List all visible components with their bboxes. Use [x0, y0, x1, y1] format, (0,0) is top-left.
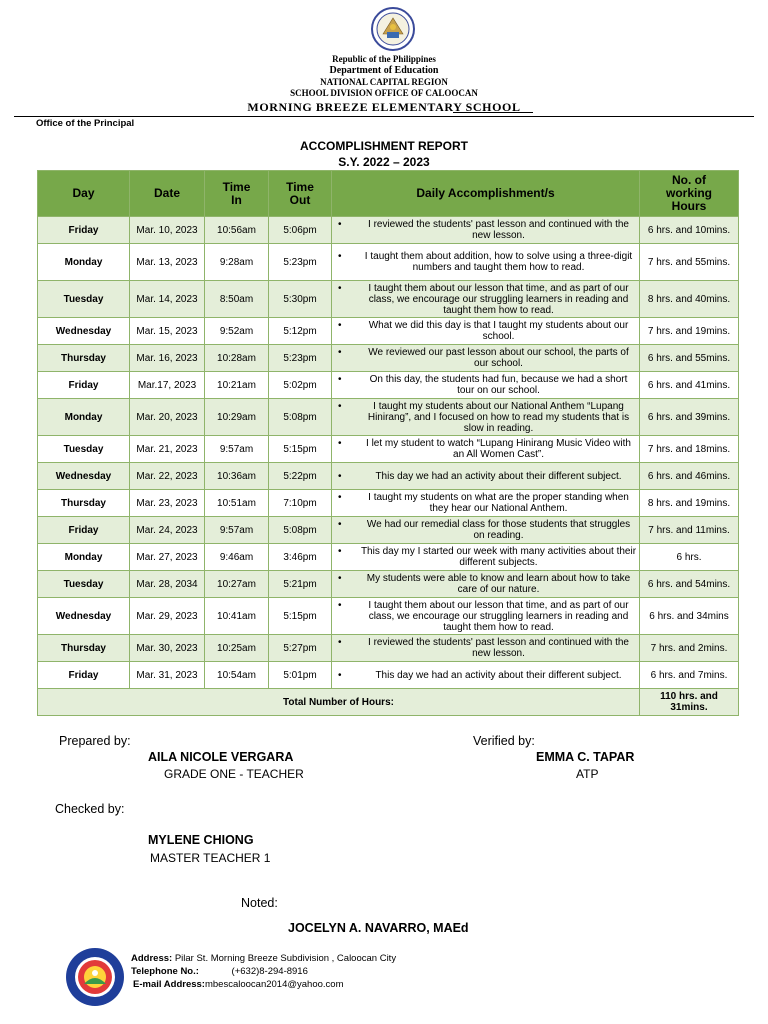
accomplishment-text: My students were able to know and learn about how to take care of our nature.: [366, 573, 631, 595]
cell-date: Mar. 22, 2023: [130, 463, 205, 490]
table-row: [38, 281, 739, 318]
cell-day: Monday: [38, 244, 130, 281]
header-school-name: MORNING BREEZE ELEMENTARY SCHOOL: [247, 100, 521, 114]
cell-time-in: 10:56am: [205, 217, 269, 244]
col-header-date: Date: [130, 171, 205, 217]
prepared-by-name: AILA NICOLE VERGARA: [148, 750, 294, 764]
cell-hours: 8 hrs. and 19mins.: [640, 490, 739, 517]
cell-date: Mar. 10, 2023: [130, 217, 205, 244]
accomplishment-text: This day we had an activity about their different subject.: [375, 470, 622, 482]
school-underline: [453, 112, 533, 113]
col-header-hours: No. of working Hours: [640, 171, 739, 217]
cell-time-out: 5:06pm: [269, 217, 332, 244]
footer-email-label: E-mail Address:: [133, 979, 205, 990]
cell-accomplishment: [332, 217, 640, 244]
prepared-by-title: GRADE ONE - TEACHER: [164, 767, 304, 781]
cell-date: Mar. 13, 2023: [130, 244, 205, 281]
cell-accomplishment: [332, 490, 640, 517]
prepared-by-label: Prepared by:: [59, 734, 131, 748]
bullet: •: [338, 282, 342, 294]
cell-accomplishment: [332, 318, 640, 345]
cell-accomplishment: [332, 598, 640, 635]
header-department: Department of Education: [329, 65, 439, 76]
cell-time-in: 10:21am: [205, 372, 269, 399]
cell-time-out: 5:01pm: [269, 662, 332, 689]
cell-time-in: 10:29am: [205, 399, 269, 436]
footer-telephone-value: (+632)8-294-8916: [231, 966, 308, 977]
header-republic: Republic of the Philippines: [332, 54, 436, 64]
cell-time-out: 5:23pm: [269, 345, 332, 372]
verified-by-name: EMMA C. TAPAR: [536, 750, 635, 764]
deped-seal-logo: [369, 6, 417, 52]
cell-date: Mar. 16, 2023: [130, 345, 205, 372]
cell-time-out: 5:30pm: [269, 281, 332, 318]
table-header-row: [38, 171, 739, 217]
cell-time-in: 10:41am: [205, 598, 269, 635]
cell-day: Thursday: [38, 345, 130, 372]
noted-name: JOCELYN A. NAVARRO, MAEd: [288, 921, 469, 935]
cell-time-in: 10:54am: [205, 662, 269, 689]
cell-date: Mar. 27, 2023: [130, 544, 205, 571]
bullet: •: [338, 637, 342, 648]
accomplishment-text: On this day, the students had fun, because we had a short tour on our school.: [369, 374, 628, 396]
cell-date: Mar. 30, 2023: [130, 635, 205, 662]
school-seal-logo: [64, 946, 126, 1008]
cell-time-out: 5:27pm: [269, 635, 332, 662]
cell-time-out: 5:12pm: [269, 318, 332, 345]
bullet: •: [338, 347, 342, 358]
bullet: •: [338, 219, 342, 230]
cell-time-out: 5:21pm: [269, 571, 332, 598]
bullet: •: [338, 320, 342, 331]
cell-date: Mar. 31, 2023: [130, 662, 205, 689]
col-header-time-out: Time Out: [269, 171, 332, 217]
accomplishment-text: I taught my students about our National Anthem “Lupang Hinirang”, and I focused on how to read my students that is slow in reading.: [367, 400, 630, 434]
cell-accomplishment: [332, 517, 640, 544]
cell-date: Mar. 15, 2023: [130, 318, 205, 345]
accomplishment-text: This day we had an activity about their different subject.: [375, 669, 622, 681]
table-row: [38, 244, 739, 281]
table-row: [38, 598, 739, 635]
cell-time-in: 8:50am: [205, 281, 269, 318]
accomplishment-text: I let my student to watch “Lupang Hinirang Music Video with an All Women Cast”.: [366, 438, 631, 460]
cell-date: Mar.17, 2023: [130, 372, 205, 399]
accomplishment-text: We had our remedial class for those students that struggles on reading.: [366, 519, 631, 541]
cell-time-in: 9:28am: [205, 244, 269, 281]
bullet: •: [338, 438, 342, 449]
office-label: Office of the Principal: [36, 118, 135, 129]
cell-accomplishment: [332, 281, 640, 318]
table-row: [38, 662, 739, 689]
bullet: •: [338, 669, 342, 681]
table-row: [38, 571, 739, 598]
cell-time-in: 9:52am: [205, 318, 269, 345]
bullet: •: [338, 573, 342, 584]
cell-hours: 7 hrs. and 18mins.: [640, 436, 739, 463]
cell-time-out: 7:10pm: [269, 490, 332, 517]
cell-hours: 8 hrs. and 40mins.: [640, 281, 739, 318]
bullet: •: [338, 492, 342, 503]
cell-date: Mar. 14, 2023: [130, 281, 205, 318]
cell-time-in: 10:51am: [205, 490, 269, 517]
table-row: [38, 217, 739, 244]
cell-hours: 6 hrs. and 41mins.: [640, 372, 739, 399]
cell-hours: 6 hrs.: [640, 544, 739, 571]
accomplishment-text: I taught them about addition, how to solve using a three-digit numbers and taught them how to read.: [364, 251, 633, 273]
footer-telephone: [131, 966, 308, 977]
cell-hours: 6 hrs. and 34mins: [640, 598, 739, 635]
cell-time-in: 10:27am: [205, 571, 269, 598]
cell-day: Tuesday: [38, 436, 130, 463]
cell-accomplishment: [332, 244, 640, 281]
col-header-accomplishment: Daily Accomplishment/s: [332, 171, 640, 217]
cell-date: Mar. 24, 2023: [130, 517, 205, 544]
total-label: Total Number of Hours:: [38, 689, 640, 716]
table-row: [38, 372, 739, 399]
cell-hours: 6 hrs. and 54mins.: [640, 571, 739, 598]
cell-day: Thursday: [38, 635, 130, 662]
cell-time-out: 5:22pm: [269, 463, 332, 490]
footer-address: [131, 953, 396, 964]
cell-accomplishment: [332, 399, 640, 436]
accomplishment-text: I taught my students on what are the proper standing when they hear our National Anthem.: [368, 492, 629, 514]
cell-time-in: 9:46am: [205, 544, 269, 571]
accomplishment-text: I taught them about our lesson that time, and as part of our class, we encourage our struggling learners in reading and taught them how to read.: [368, 599, 629, 633]
cell-hours: 6 hrs. and 7mins.: [640, 662, 739, 689]
cell-accomplishment: [332, 662, 640, 689]
header-divider: [14, 116, 754, 117]
bullet: •: [338, 251, 342, 262]
cell-time-in: 10:28am: [205, 345, 269, 372]
cell-accomplishment: [332, 463, 640, 490]
header-division: SCHOOL DIVISION OFFICE OF CALOOCAN: [290, 88, 478, 98]
cell-time-out: 5:08pm: [269, 399, 332, 436]
table-row: [38, 544, 739, 571]
table-row: [38, 490, 739, 517]
checked-by-title: MASTER TEACHER 1: [150, 851, 271, 865]
footer-address-value: Pilar St. Morning Breeze Subdivision , Caloocan City: [174, 953, 397, 964]
bullet: •: [338, 546, 342, 557]
table-row: [38, 436, 739, 463]
col-header-day: Day: [38, 171, 130, 217]
accomplishment-text: We reviewed our past lesson about our school, the parts of our school.: [368, 347, 629, 369]
cell-time-out: 5:08pm: [269, 517, 332, 544]
accomplishment-text: I taught them about our lesson that time, and as part of our class, we encourage our struggling learners in reading and taught them how to read.: [368, 282, 629, 316]
cell-time-out: 5:15pm: [269, 436, 332, 463]
cell-day: Friday: [38, 372, 130, 399]
footer-address-label: Address:: [131, 953, 173, 964]
cell-day: Tuesday: [38, 571, 130, 598]
accomplishment-table: [37, 170, 739, 716]
table-row: [38, 635, 739, 662]
cell-day: Friday: [38, 217, 130, 244]
cell-hours: 7 hrs. and 2mins.: [640, 635, 739, 662]
table-row: [38, 318, 739, 345]
cell-date: Mar. 23, 2023: [130, 490, 205, 517]
footer-email: [133, 979, 344, 990]
cell-time-in: 10:36am: [205, 463, 269, 490]
report-title: ACCOMPLISHMENT REPORT: [300, 139, 468, 153]
table-row: [38, 399, 739, 436]
cell-hours: 6 hrs. and 55mins.: [640, 345, 739, 372]
bullet: •: [338, 519, 342, 530]
verified-by-title: ATP: [576, 767, 599, 781]
cell-date: Mar. 29, 2023: [130, 598, 205, 635]
cell-time-out: 5:02pm: [269, 372, 332, 399]
cell-hours: 7 hrs. and 19mins.: [640, 318, 739, 345]
cell-accomplishment: [332, 544, 640, 571]
table-row: [38, 517, 739, 544]
cell-time-out: 5:23pm: [269, 244, 332, 281]
cell-time-out: 5:15pm: [269, 598, 332, 635]
accomplishment-text: What we did this day is that I taught my students about our school.: [368, 320, 629, 342]
cell-hours: 7 hrs. and 55mins.: [640, 244, 739, 281]
cell-time-out: 3:46pm: [269, 544, 332, 571]
total-row: [38, 689, 739, 716]
school-year: S.Y. 2022 – 2023: [338, 155, 430, 169]
cell-date: Mar. 21, 2023: [130, 436, 205, 463]
cell-hours: 6 hrs. and 39mins.: [640, 399, 739, 436]
cell-hours: 6 hrs. and 46mins.: [640, 463, 739, 490]
cell-accomplishment: [332, 571, 640, 598]
cell-day: Friday: [38, 662, 130, 689]
bullet: •: [338, 374, 342, 385]
accomplishment-text: I reviewed the students' past lesson and continued with the new lesson.: [368, 219, 629, 241]
cell-day: Wednesday: [38, 463, 130, 490]
noted-label: Noted:: [241, 896, 278, 910]
cell-accomplishment: [332, 635, 640, 662]
header-region: NATIONAL CAPITAL REGION: [320, 77, 448, 87]
footer-email-value: mbescaloocan2014@yahoo.com: [204, 979, 344, 990]
accomplishment-text: I reviewed the students' past lesson and continued with the new lesson.: [368, 637, 629, 659]
cell-day: Monday: [38, 399, 130, 436]
bullet: •: [338, 400, 342, 412]
checked-by-name: MYLENE CHIONG: [148, 833, 254, 847]
cell-hours: 6 hrs. and 10mins.: [640, 217, 739, 244]
bullet: •: [338, 470, 342, 482]
cell-day: Tuesday: [38, 281, 130, 318]
cell-date: Mar. 28, 2034: [130, 571, 205, 598]
table-row: [38, 345, 739, 372]
cell-day: Friday: [38, 517, 130, 544]
verified-by-label: Verified by:: [473, 734, 535, 748]
cell-day: Wednesday: [38, 318, 130, 345]
cell-time-in: 10:25am: [205, 635, 269, 662]
cell-day: Monday: [38, 544, 130, 571]
checked-by-label: Checked by:: [55, 802, 125, 816]
footer-telephone-label: Telephone No.:: [131, 966, 199, 977]
cell-accomplishment: [332, 372, 640, 399]
accomplishment-text: This day my I started our week with many activities about their different subjects.: [360, 546, 637, 568]
cell-hours: 7 hrs. and 11mins.: [640, 517, 739, 544]
table-row: [38, 463, 739, 490]
cell-accomplishment: [332, 345, 640, 372]
cell-day: Thursday: [38, 490, 130, 517]
cell-accomplishment: [332, 436, 640, 463]
col-header-time-in: Time In: [205, 171, 269, 217]
total-value: 110 hrs. and 31mins.: [640, 689, 739, 716]
cell-day: Wednesday: [38, 598, 130, 635]
cell-date: Mar. 20, 2023: [130, 399, 205, 436]
bullet: •: [338, 599, 342, 611]
cell-time-in: 9:57am: [205, 436, 269, 463]
cell-time-in: 9:57am: [205, 517, 269, 544]
